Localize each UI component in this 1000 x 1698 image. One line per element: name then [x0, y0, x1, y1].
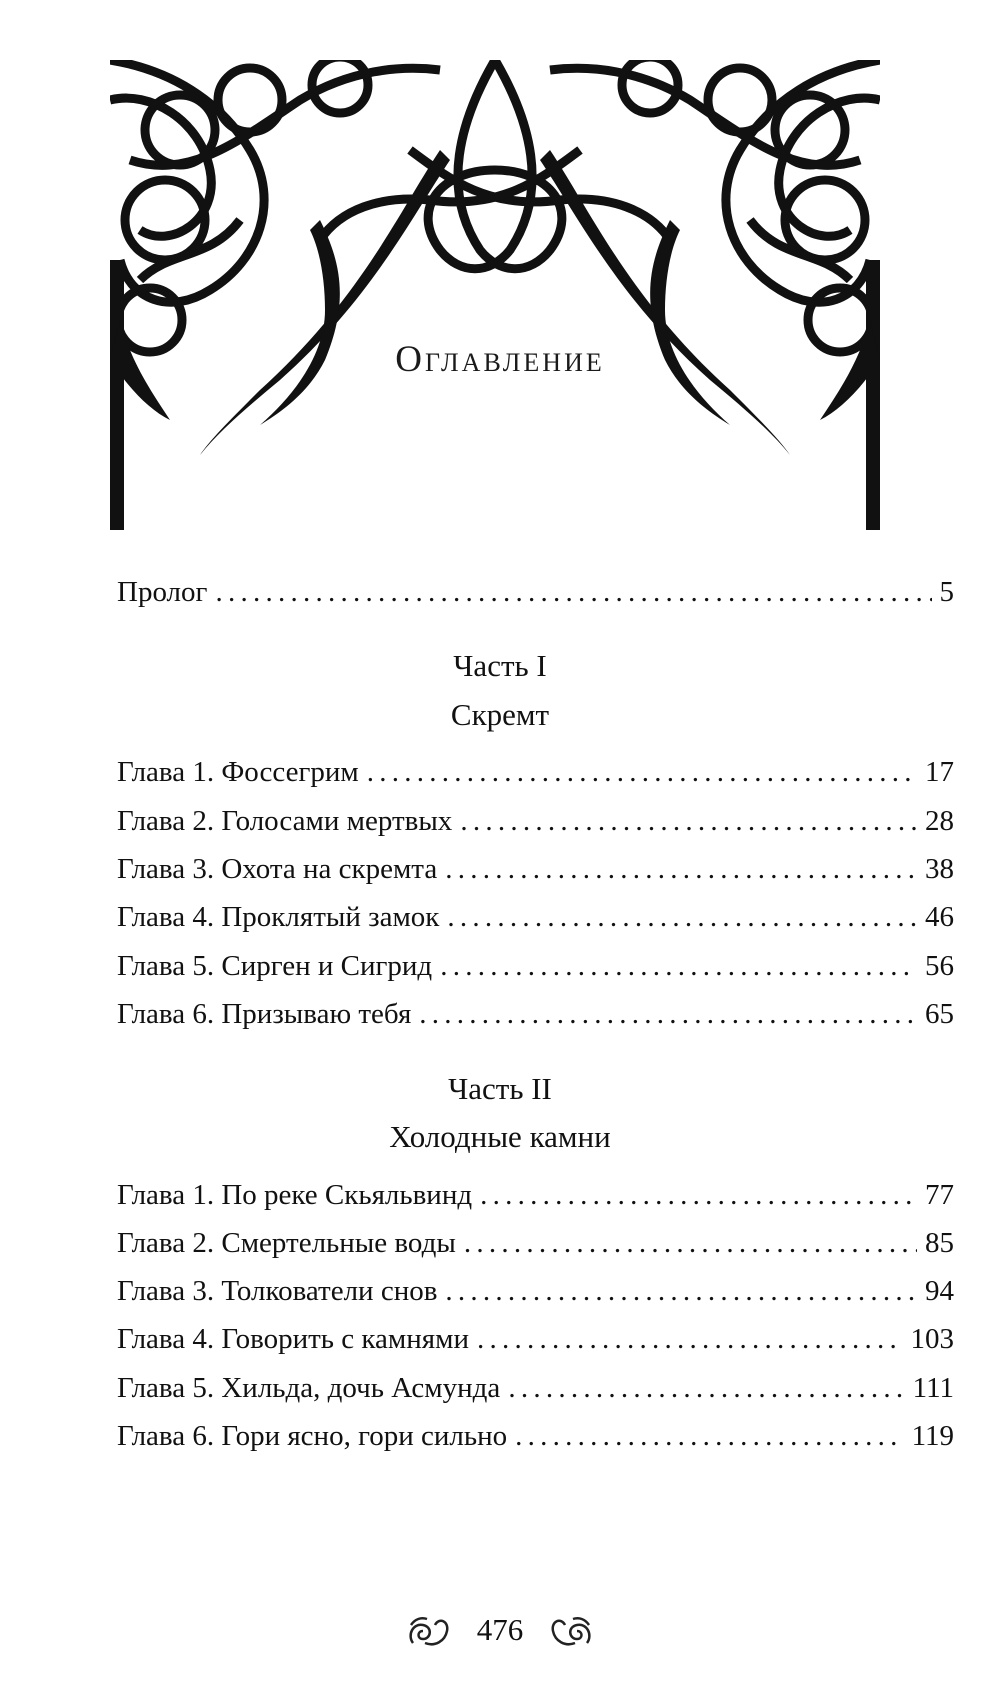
toc-entry-label: Глава 6. Гори ясно, гори сильно: [117, 1420, 508, 1452]
dot-leader: [480, 1177, 917, 1213]
toc-entry-page: 17: [925, 756, 954, 788]
toc-entry-label: Глава 2. Голосами мертвых: [117, 805, 453, 837]
toc-entry-page: 119: [911, 1420, 954, 1452]
dot-leader: [419, 996, 917, 1032]
toc-entry-page: 5: [939, 576, 954, 608]
page-number: 476: [476, 1612, 524, 1647]
toc-entry-page: 103: [910, 1323, 954, 1355]
toc-entry-prologue[interactable]: [117, 574, 954, 610]
dot-leader: [447, 899, 917, 935]
toc-entry-page: 56: [925, 950, 954, 982]
toc-entry-label: Глава 3. Толкователи снов: [117, 1275, 438, 1307]
toc-entry-page: 85: [925, 1227, 954, 1259]
toc-entry[interactable]: [117, 851, 954, 887]
toc-entry[interactable]: [117, 899, 954, 935]
celtic-flourish-icon: [549, 1613, 595, 1653]
part-name: Холодные камни: [389, 1119, 611, 1154]
toc-entry[interactable]: [117, 1273, 954, 1309]
celtic-flourish-icon: [405, 1613, 451, 1653]
dot-leader: [367, 754, 917, 790]
toc-entry-page: 28: [925, 805, 954, 837]
toc-entry[interactable]: [117, 996, 954, 1032]
toc-entry-page: 77: [925, 1179, 954, 1211]
toc-entry-label: Глава 1. Фоссегрим: [117, 756, 359, 788]
dot-leader: [445, 1273, 917, 1309]
toc-entry[interactable]: [117, 1177, 954, 1213]
part-name: Скремт: [450, 697, 550, 732]
toc-entry-label: Глава 4. Проклятый замок: [117, 901, 440, 933]
toc-entry-page: 38: [925, 853, 954, 885]
toc-entry-page: 65: [925, 998, 954, 1030]
dot-leader: [464, 1225, 917, 1261]
page-footer: [0, 1612, 1000, 1653]
toc-entry[interactable]: [117, 1225, 954, 1261]
toc-entry-label: Глава 4. Говорить с камнями: [117, 1323, 469, 1355]
toc-entry[interactable]: [117, 1321, 954, 1357]
toc-entry-page: 111: [912, 1372, 954, 1404]
toc-entry-label: Глава 5. Хильда, дочь Асмунда: [117, 1372, 501, 1404]
toc-entry[interactable]: [117, 803, 954, 839]
toc-entry-label: Глава 1. По реке Скьяльвинд: [117, 1179, 473, 1211]
toc-entry[interactable]: [117, 1370, 954, 1406]
toc-entry-label: Глава 5. Сирген и Сигрид: [117, 950, 433, 982]
dot-leader: [440, 948, 917, 984]
dot-leader: [215, 574, 931, 610]
part-label: Часть I: [453, 648, 547, 683]
toc-entry-label: Глава 6. Призываю тебя: [117, 998, 412, 1030]
dot-leader: [445, 851, 917, 887]
toc-entry-label: Пролог: [117, 576, 208, 608]
part-label: Часть II: [448, 1071, 552, 1106]
toc-entry-label: Глава 3. Охота на скремта: [117, 853, 438, 885]
celtic-knot-ornament-icon: [110, 60, 880, 530]
dot-leader: [477, 1321, 903, 1357]
dot-leader: [460, 803, 917, 839]
toc-entry[interactable]: [117, 948, 954, 984]
toc-entry[interactable]: [117, 1418, 954, 1454]
toc-entry-label: Глава 2. Смертельные воды: [117, 1227, 456, 1259]
toc-entry-page: 46: [925, 901, 954, 933]
toc-entry[interactable]: [117, 754, 954, 790]
toc-entry-page: 94: [925, 1275, 954, 1307]
page-title: Оглавление: [395, 339, 605, 380]
dot-leader: [515, 1418, 903, 1454]
dot-leader: [508, 1370, 904, 1406]
